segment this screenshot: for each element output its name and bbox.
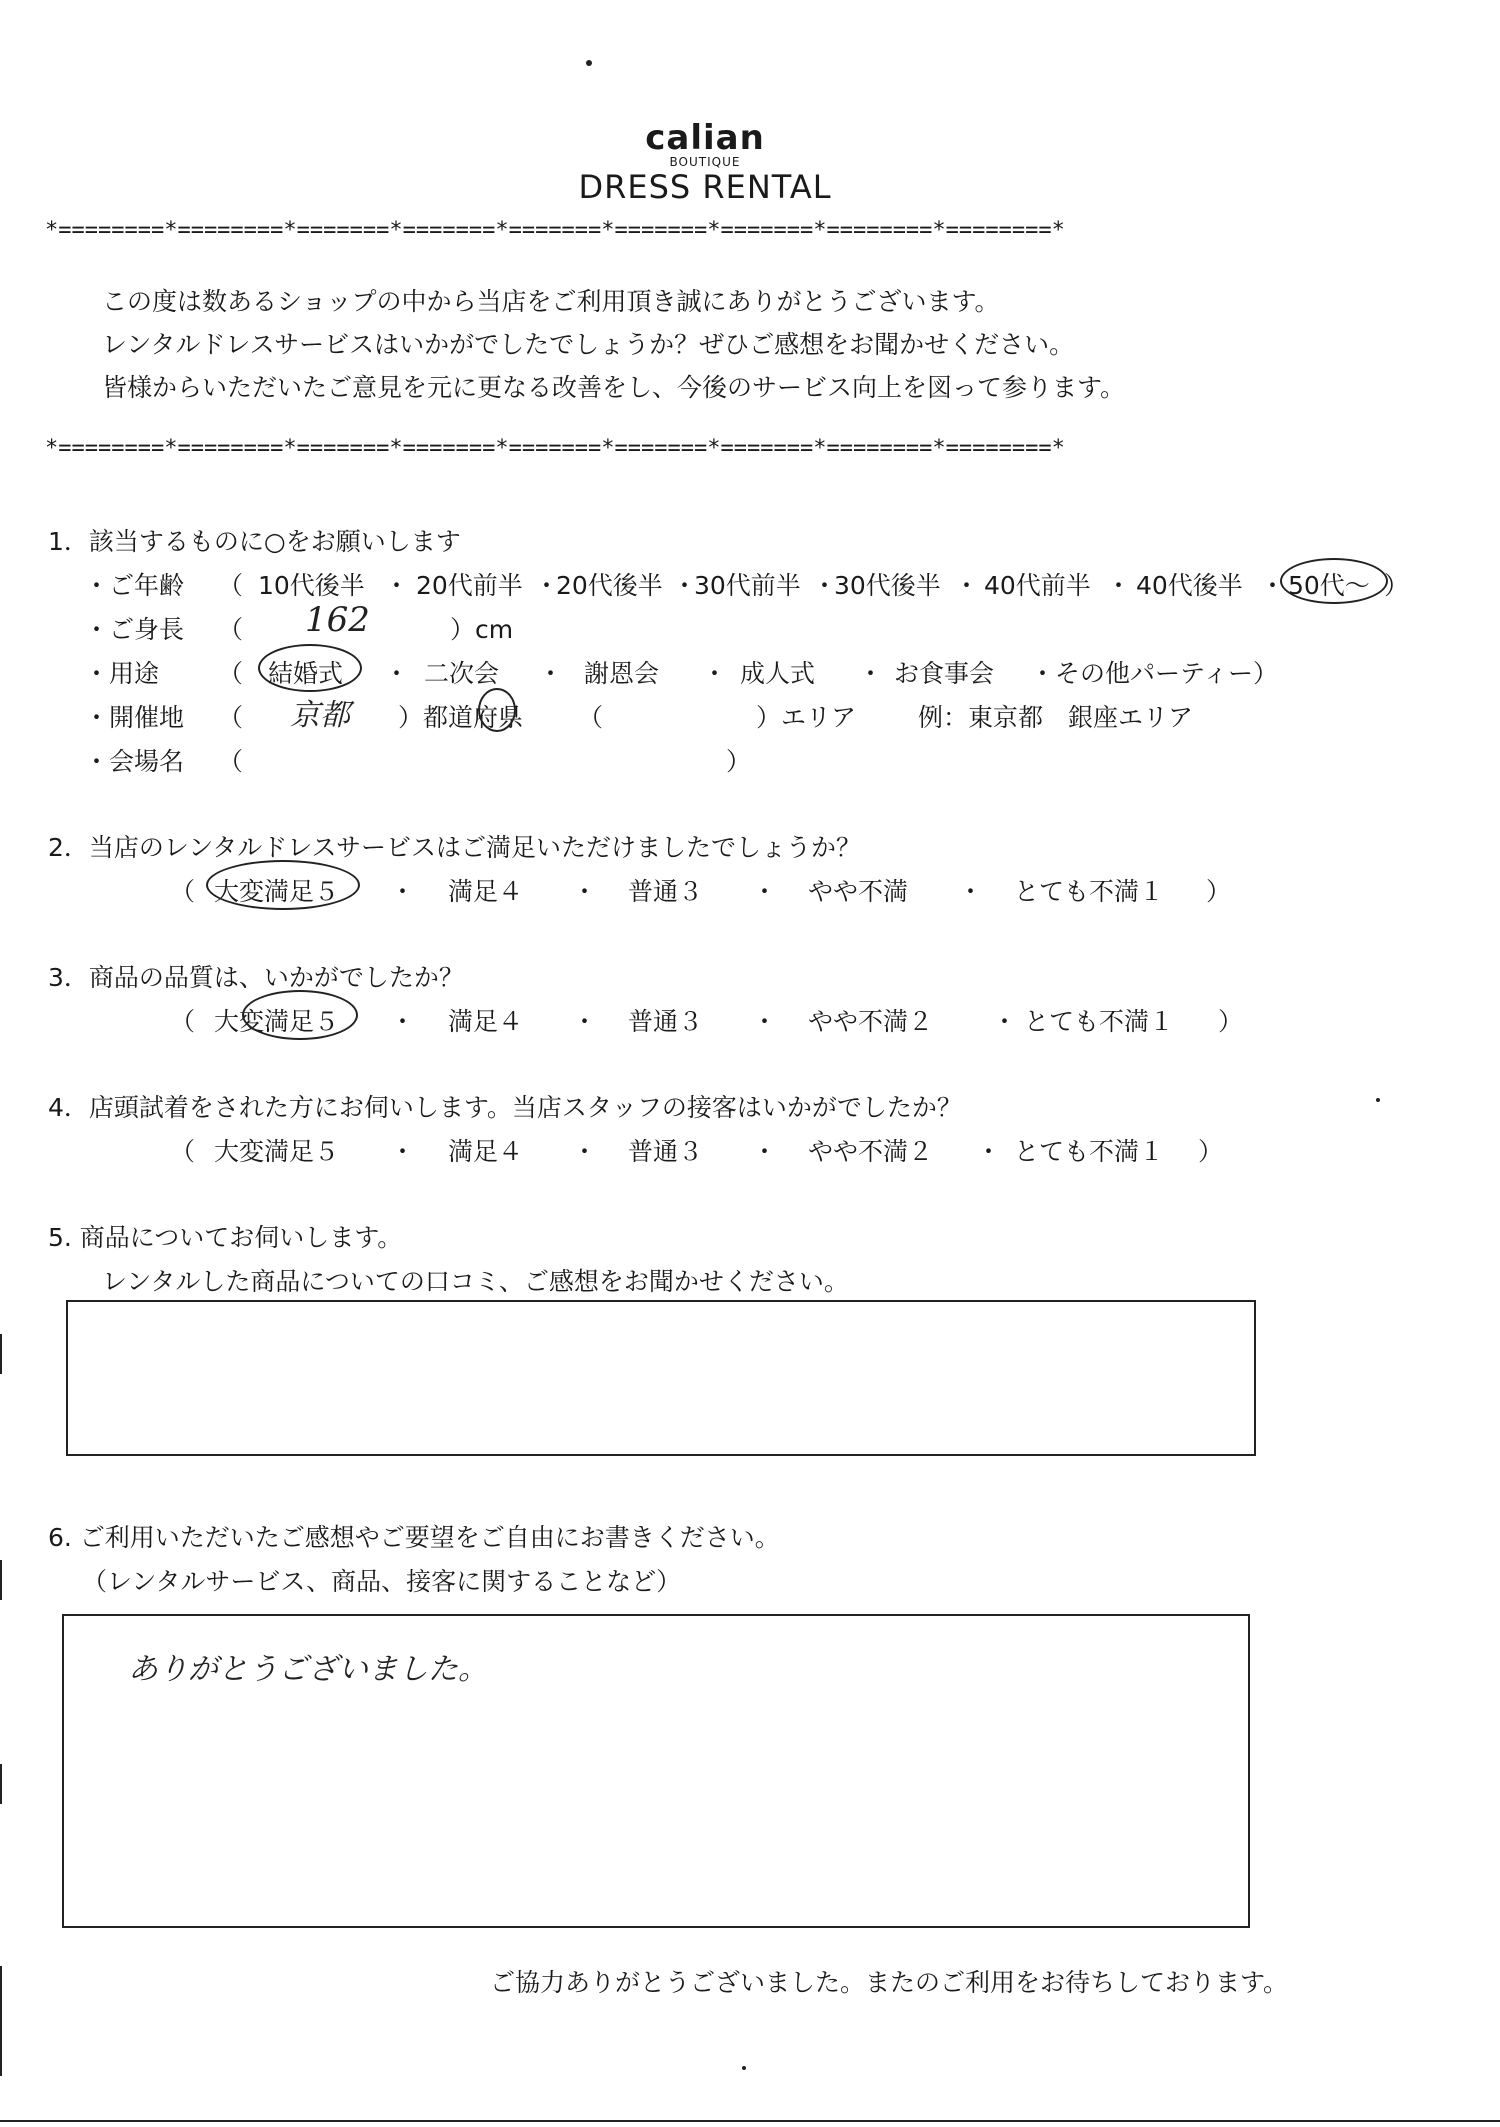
age-dot-5: ・ (954, 571, 980, 600)
q3-dot-4: ・ (992, 1007, 1018, 1036)
age-option-50s-plus[interactable]: 50代～ (1288, 571, 1370, 600)
q3-dot-3: ・ (752, 1007, 778, 1036)
venue-handwritten-prefecture[interactable]: 京都 (290, 698, 350, 733)
age-dot-4: ・ (812, 571, 838, 600)
q3-option-normal[interactable]: 普通３ (628, 1007, 704, 1036)
q4-option-satisfied[interactable]: 満足４ (448, 1137, 524, 1166)
venue-area-open-paren: （ (578, 703, 604, 732)
q4-option-very-satisfied[interactable]: 大変満足５ (214, 1137, 340, 1166)
q4-dot-2: ・ (572, 1137, 598, 1166)
purpose-option-other-party[interactable]: ・その他パーティー） (1030, 659, 1279, 688)
age-option-30s-early[interactable]: 30代前半 (694, 571, 801, 600)
height-label: ・ご身長 (84, 615, 185, 644)
scan-speck (586, 60, 592, 66)
age-dot-2: ・ (534, 571, 560, 600)
q3-close-paren: ） (1218, 1007, 1244, 1036)
q6-handwritten-answer: ありがとうございました。 (128, 1652, 488, 1687)
q2-close-paren: ） (1206, 877, 1232, 906)
purpose-option-thanks-party[interactable]: 謝恩会 (584, 659, 660, 688)
scan-edge-mark (0, 1560, 2, 1600)
q2-dot-4: ・ (958, 877, 984, 906)
q4-dot-1: ・ (390, 1137, 416, 1166)
venue-prefecture-suffix: ）都道府県 (398, 703, 524, 732)
venue-name-close-paren: ） (726, 747, 752, 776)
scan-bottom-edge (0, 2120, 1500, 2122)
venue-open-paren: （ (218, 703, 244, 732)
brand-subtitle: BOUTIQUE (669, 155, 741, 169)
q3-dot-2: ・ (572, 1007, 598, 1036)
age-dot-1: ・ (384, 571, 410, 600)
q3-dot-1: ・ (390, 1007, 416, 1036)
q4-close-paren: ） (1198, 1137, 1224, 1166)
question-6-subtitle: （レンタルサービス、商品、接客に関することなど） (82, 1567, 682, 1596)
brand-logo: calian (645, 118, 765, 158)
purpose-option-coming-of-age[interactable]: 成人式 (740, 659, 816, 688)
q2-option-slightly-dissatisfied[interactable]: やや不満 (808, 877, 909, 906)
age-dot-6: ・ (1106, 571, 1132, 600)
q4-dot-4: ・ (976, 1137, 1002, 1166)
age-open-paren: （ (218, 571, 244, 600)
q4-dot-3: ・ (752, 1137, 778, 1166)
question-5-subtitle: レンタルした商品についての口コミ、ご感想をお聞かせください。 (102, 1267, 849, 1296)
footer-thanks: ご協力ありがとうございました。またのご利用をお待ちしております。 (490, 1968, 1289, 1997)
age-option-30s-late[interactable]: 30代後半 (834, 571, 941, 600)
q2-dot-2: ・ (572, 877, 598, 906)
q3-option-very-dissatisfied[interactable]: とても不満１ (1024, 1007, 1175, 1036)
q3-option-slightly-dissatisfied[interactable]: やや不満２ (808, 1007, 934, 1036)
purpose-dot-3: ・ (702, 659, 728, 688)
scan-edge-mark (0, 1966, 2, 2076)
question-1-title: 1．該当するものに○をお願いします (48, 527, 461, 556)
age-label: ・ご年齢 (84, 571, 185, 600)
scan-edge-mark (0, 1764, 2, 1804)
question-2-title: 2．当店のレンタルドレスサービスはご満足いただけましたでしょうか？ (48, 833, 862, 862)
age-option-20s-early[interactable]: 20代前半 (416, 571, 523, 600)
age-dot-3: ・ (672, 571, 698, 600)
height-close-paren-unit: ）cm (450, 615, 514, 644)
purpose-dot-2: ・ (538, 659, 564, 688)
q3-open-paren: （ (170, 1007, 196, 1036)
page-title: DRESS RENTAL (578, 168, 832, 206)
q2-dot-3: ・ (752, 877, 778, 906)
q4-option-very-dissatisfied[interactable]: とても不満１ (1014, 1137, 1165, 1166)
age-close-paren: ） (1384, 571, 1410, 600)
question-5-title: 5. 商品についてお伺いします。 (48, 1223, 403, 1252)
age-selected-circle (1280, 558, 1388, 604)
purpose-open-paren: （ (218, 659, 244, 688)
purpose-dot-1: ・ (384, 659, 410, 688)
q4-option-slightly-dissatisfied[interactable]: やや不満２ (808, 1137, 934, 1166)
question-6-title: 6. ご利用いただいたご感想やご要望をご自由にお書きください。 (48, 1523, 780, 1552)
purpose-option-dinner[interactable]: お食事会 (894, 659, 995, 688)
venue-name-label: ・会場名 (84, 747, 185, 776)
age-option-20s-late[interactable]: 20代後半 (556, 571, 663, 600)
age-option-10s-late[interactable]: 10代後半 (258, 571, 365, 600)
separator-bottom: *========*========*=======*=======*=======*=======*=======*========*========* (45, 436, 1065, 461)
age-dot-7: ・ (1260, 571, 1286, 600)
q3-option-very-satisfied[interactable]: 大変満足５ (214, 1007, 340, 1036)
age-option-40s-early[interactable]: 40代前半 (984, 571, 1091, 600)
venue-area-example: 例：東京都 銀座エリア (918, 703, 1194, 732)
scan-speck (1376, 1098, 1380, 1102)
purpose-label: ・用途 (84, 659, 160, 688)
q2-dot-1: ・ (390, 877, 416, 906)
purpose-selected-circle (258, 644, 362, 692)
intro-line-3: 皆様からいただいたご意見を元に更なる改善をし、今後のサービス向上を図って参ります。 (102, 373, 1126, 402)
q2-option-normal[interactable]: 普通３ (628, 877, 704, 906)
q2-option-very-dissatisfied[interactable]: とても不満１ (1014, 877, 1165, 906)
q3-selected-circle (242, 990, 358, 1040)
q2-option-satisfied[interactable]: 満足４ (448, 877, 524, 906)
question-4-title: 4．店頭試着をされた方にお伺いします。当店スタッフの接客はいかがでしたか？ (48, 1093, 962, 1122)
q2-open-paren: （ (170, 877, 196, 906)
venue-area-suffix: ）エリア (756, 703, 857, 732)
purpose-option-wedding[interactable]: 結婚式 (268, 659, 344, 688)
q3-option-satisfied[interactable]: 満足４ (448, 1007, 524, 1036)
venue-area-label: ・開催地 (84, 703, 185, 732)
purpose-option-after-party[interactable]: 二次会 (424, 659, 500, 688)
height-open-paren: （ (218, 615, 244, 644)
height-handwritten-value[interactable]: 162 (305, 600, 370, 640)
age-option-40s-late[interactable]: 40代後半 (1136, 571, 1243, 600)
q4-option-normal[interactable]: 普通３ (628, 1137, 704, 1166)
prefecture-selected-circle (478, 688, 516, 732)
q2-selected-circle (206, 860, 360, 910)
scan-edge-mark (0, 1334, 2, 1374)
q2-option-very-satisfied[interactable]: 大変満足５ (214, 877, 340, 906)
venue-name-open-paren: （ (218, 747, 244, 776)
intro-line-1: この度は数あるショップの中から当店をご利用頂き誠にありがとうございます。 (102, 287, 1000, 316)
q4-open-paren: （ (170, 1137, 196, 1166)
scan-speck (742, 2066, 746, 2070)
intro-line-2: レンタルドレスサービスはいかがでしたでしょうか？ぜひご感想をお聞かせください。 (102, 330, 1075, 359)
purpose-dot-4: ・ (858, 659, 884, 688)
q5-comment-box[interactable] (66, 1300, 1256, 1456)
separator-top: *========*========*=======*=======*=======*=======*=======*========*========* (45, 218, 1065, 243)
question-3-title: 3．商品の品質は、いかがでしたか？ (48, 963, 464, 992)
